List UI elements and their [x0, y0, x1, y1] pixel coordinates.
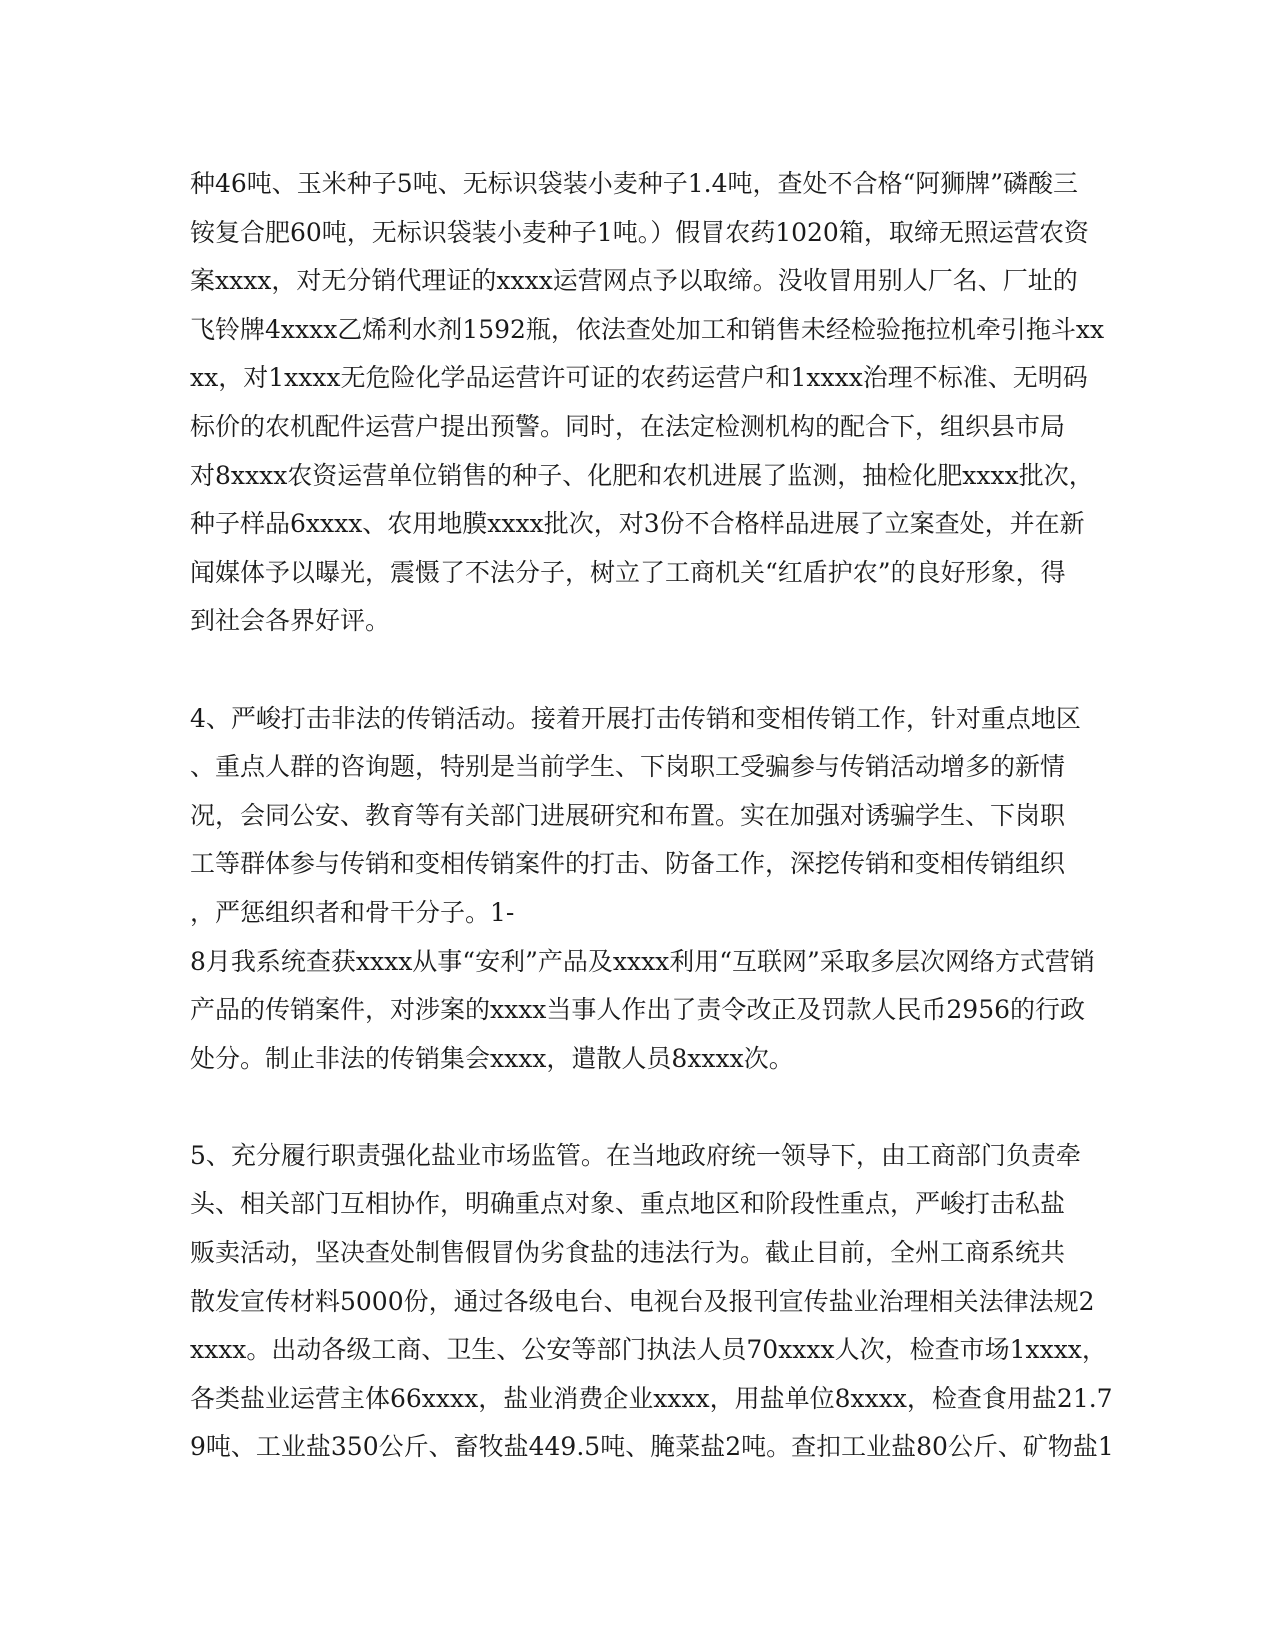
- text-line: 头、相关部门互相协作，明确重点对象、重点地区和阶段性重点，严峻打击私盐: [190, 1189, 1066, 1219]
- paragraph-salt-market: [190, 1132, 1114, 1472]
- text-line: 、重点人群的咨询题，特别是当前学生、下岗职工受骗参与传销活动增多的新情: [190, 752, 1066, 782]
- text-line: ，严惩组织者和骨干分子。1-: [190, 897, 515, 927]
- text-line: xxxx。出动各级工商、卫生、公安等部门执法人员70xxxx人次，检查市场1xxxx，: [190, 1335, 1107, 1365]
- text-line: 况，会同公安、教育等有关部门进展研究和布置。实在加强对诱骗学生、下岗职: [190, 800, 1066, 830]
- text-line: 8月我系统查获xxxx从事“安利”产品及xxxx利用“互联网”采取多层次网络方式营销: [190, 946, 1095, 976]
- text-line: 处分。制止非法的传销集会xxxx，遣散人员8xxxx次。: [190, 1043, 794, 1073]
- text-line: 对8xxxx农资运营单位销售的种子、化肥和农机进展了监测，抽检化肥xxxx批次，: [190, 460, 1094, 490]
- text-line: 散发宣传材料5000份，通过各级电台、电视台及报刊宣传盐业治理相关法律法规2: [190, 1286, 1095, 1316]
- text-line: 种46吨、玉米种子5吨、无标识袋装小麦种子1.4吨，查处不合格“阿狮牌”磷酸三: [190, 169, 1079, 198]
- text-line: 案xxxx，对无分销代理证的xxxx运营网点予以取缔。没收冒用别人厂名、厂址的: [190, 266, 1078, 296]
- text-line: 标价的农机配件运营户提出预警。同时，在法定检测机构的配合下，组织县市局: [190, 411, 1066, 441]
- text-line: 飞铃牌4xxxx乙烯利水剂1592瓶，依法查处加工和销售未经检验拖拉机牵引拖斗xx: [190, 314, 1105, 344]
- text-line: 贩卖活动，坚决查处制售假冒伪劣食盐的违法行为。截止目前，全州工商系统共: [190, 1238, 1066, 1268]
- paragraph-agricultural-enforcement: [190, 160, 1105, 646]
- text-line: 种子样品6xxxx、农用地膜xxxx批次，对3份不合格样品进展了立案查处，并在新: [190, 509, 1085, 539]
- text-line: 工等群体参与传销和变相传销案件的打击、防备工作，深挖传销和变相传销组织: [190, 849, 1066, 879]
- text-line: 各类盐业运营主体66xxxx，盐业消费企业xxxx，用盐单位8xxxx，检查食用盐21.7: [190, 1383, 1113, 1413]
- text-line: 9吨、工业盐350公斤、畜牧盐449.5吨、腌菜盐2吨。查扣工业盐80公斤、矿物盐1: [190, 1432, 1114, 1462]
- paragraph-spacer: [190, 1083, 1090, 1132]
- paragraph-spacer: [190, 646, 1090, 695]
- text-line: xx，对1xxxx无危险化学品运营许可证的农药运营户和1xxxx治理不标准、无明码: [190, 363, 1088, 393]
- text-line: 到社会各界好评。: [190, 606, 391, 636]
- paragraph-pyramid-selling: [190, 695, 1095, 1084]
- text-line: 4、严峻打击非法的传销活动。接着开展打击传销和变相传销工作，针对重点地区: [190, 703, 1081, 733]
- text-line: 产品的传销案件，对涉案的xxxx当事人作出了责令改正及罚款人民币2956的行政: [190, 995, 1086, 1025]
- document-body: [190, 160, 1114, 1472]
- text-line: 5、充分履行职责强化盐业市场监管。在当地政府统一领导下，由工商部门负责牵: [190, 1140, 1081, 1170]
- text-line: 铵复合肥60吨，无标识袋装小麦种子1吨。）假冒农药1020箱，取缔无照运营农资: [190, 217, 1089, 247]
- text-line: 闻媒体予以曝光，震慑了不法分子，树立了工商机关“红盾护农”的良好形象，得: [190, 557, 1066, 587]
